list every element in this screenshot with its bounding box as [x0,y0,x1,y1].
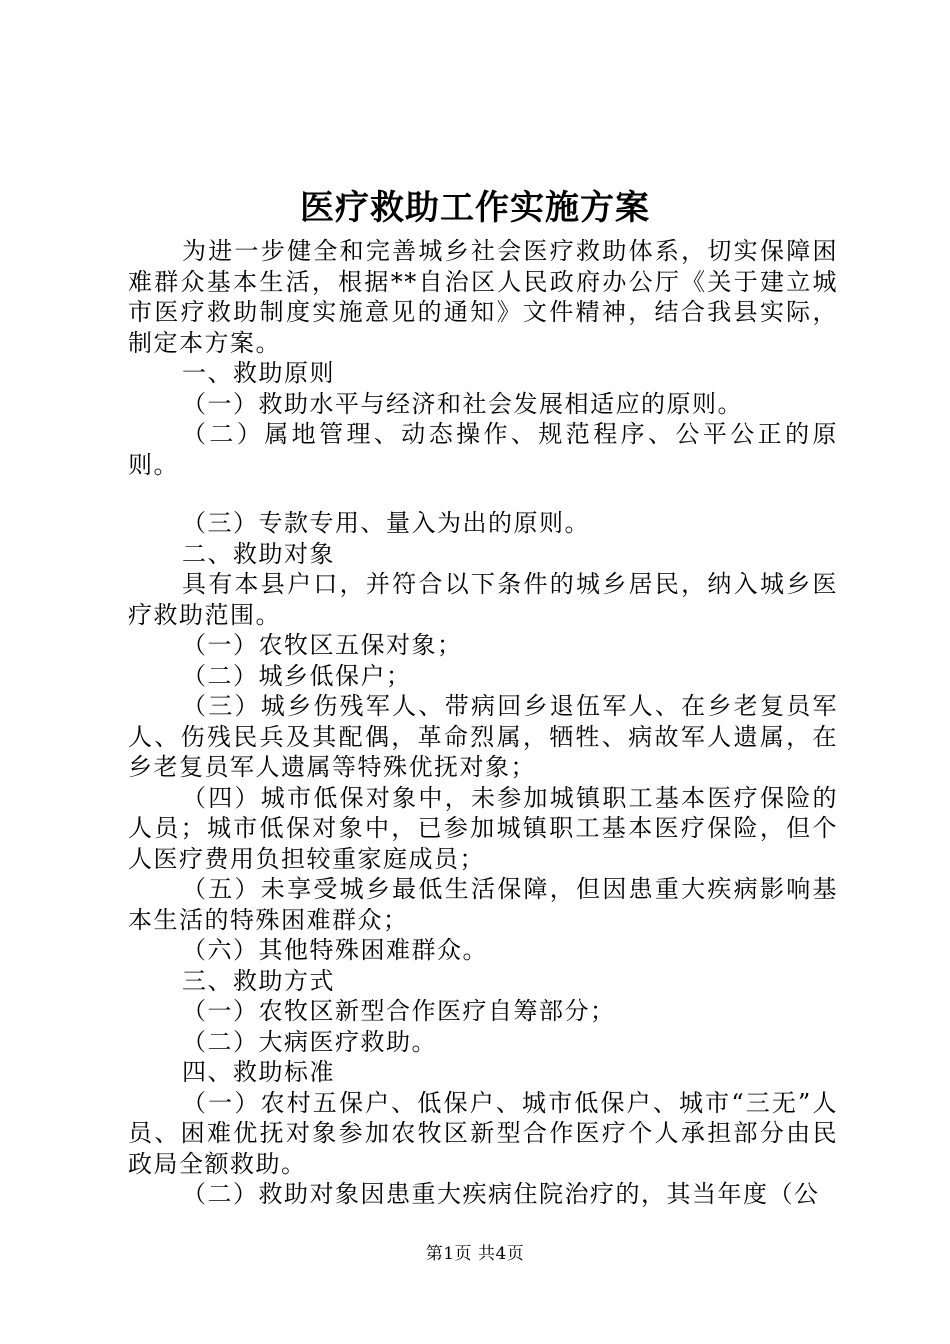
paragraph-targets-intro: 具有本县户口，并符合以下条件的城乡居民，纳入城乡医疗救助范围。 [128,570,838,629]
paragraph-target-1: （一）农牧区五保对象； [182,631,463,659]
paragraph-standard-2: （二）救助对象因患重大疾病住院治疗的，其当年度（公 [182,1180,820,1208]
paragraph-target-4: （四）城市低保对象中，未参加城镇职工基本医疗保险的人员；城市低保对象中，已参加城镇职工基本医疗保险，但个人医疗费用负担较重家庭成员； [128,783,838,873]
paragraph-target-6: （六）其他特殊困难群众。 [182,936,488,964]
paragraph-principle-1: （一）救助水平与经济和社会发展相适应的原则。 [182,389,743,418]
heading-standards: 四、救助标准 [182,1058,335,1086]
paragraph-intro: 为进一步健全和完善城乡社会医疗救助体系，切实保障困难群众基本生活，根据**自治区人民政府办公厅《关于建立城市医疗救助制度实施意见的通知》文件精神，结合我县实际，制定本方案。 [128,237,838,357]
paragraph-principle-3: （三）专款专用、量入为出的原则。 [182,509,590,537]
paragraph-method-2: （二）大病医疗救助。 [182,1027,437,1056]
paragraph-target-5: （五）未享受城乡最低生活保障，但因患重大疾病影响基本生活的特殊困难群众； [128,875,838,934]
paragraph-target-2: （二）城乡低保户； [182,661,412,690]
paragraph-target-3: （三）城乡伤残军人、带病回乡退伍军人、在乡老复员军人、伤残民兵及其配偶，革命烈属，牺牲、病故军人遗属，在乡老复员军人遗属等特殊优抚对象； [128,692,838,781]
paragraph-standard-1: （一）农村五保户、低保户、城市低保户、城市“三无”人员、困难优抚对象参加农牧区新型合作医疗个人承担部分由民政局全额救助。 [128,1088,838,1178]
heading-methods: 三、救助方式 [182,966,335,995]
document-title: 医疗救助工作实施方案 [300,188,650,228]
blank-line [128,480,838,508]
document-body [128,236,838,1210]
heading-targets: 二、救助对象 [182,539,335,568]
page-footer: 第1页 共4页 [425,1244,525,1264]
heading-principles: 一、救助原则 [182,359,335,387]
paragraph-principle-2: （二）属地管理、动态操作、规范程序、公平公正的原则。 [128,420,838,479]
paragraph-method-1: （一）农牧区新型合作医疗自筹部分； [182,997,616,1025]
